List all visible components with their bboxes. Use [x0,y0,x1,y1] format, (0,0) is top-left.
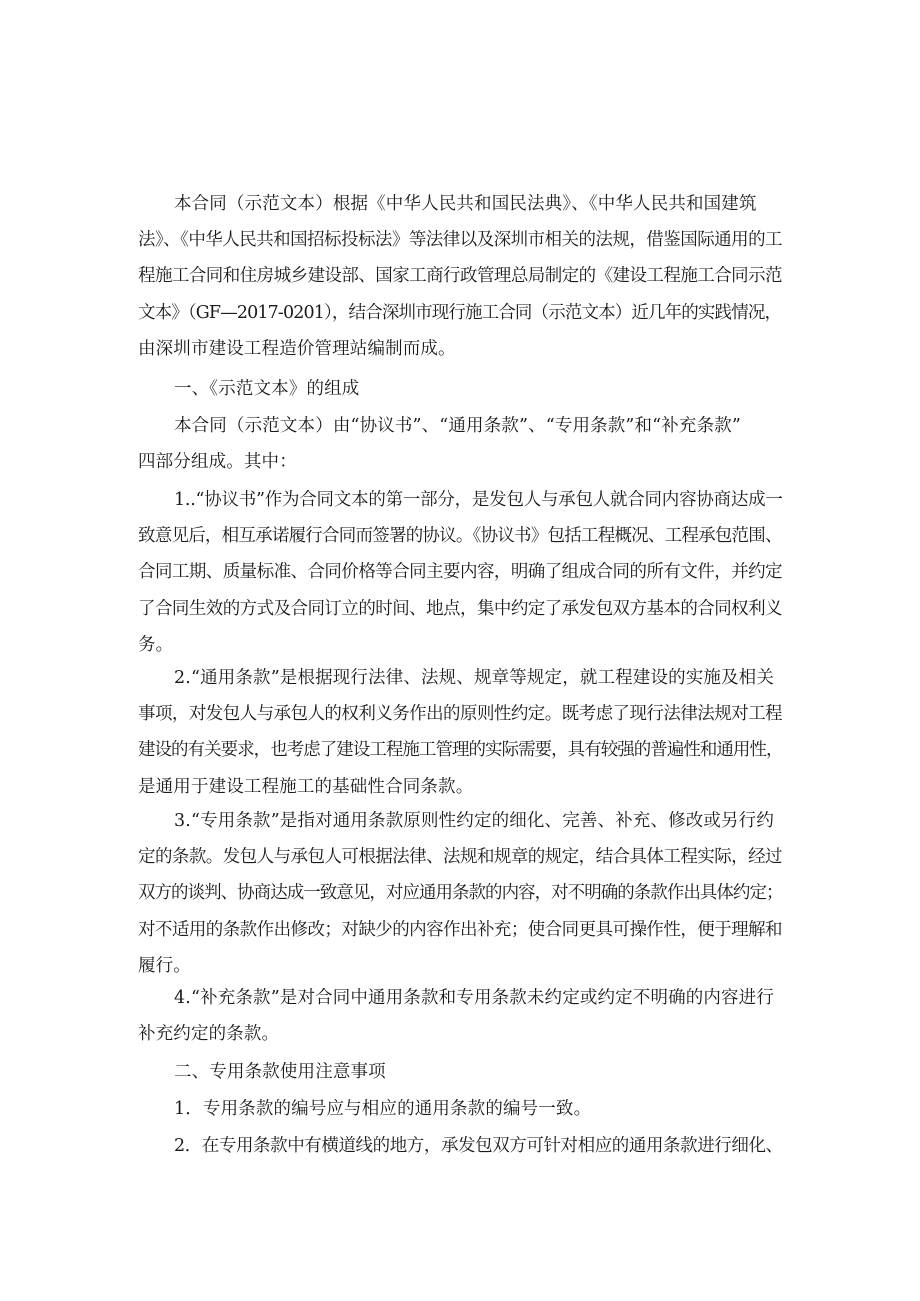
text-line: 本合同（示范文本）根据《中华人民共和国民法典》、《中华人民共和国建筑 [174,194,757,214]
paragraph-item-3 [138,803,788,984]
text-line: 程施工合同和住房城乡建设部、国家工商行政管理总局制定的《建设工程施工合同示范 [138,266,782,287]
text-line: 致意见后，相互承诺履行合同而签署的协议。《协议书》包括工程概况、工程承包范围、 [138,526,782,547]
text-line: 1..“协议书”作为合同文本的第一部分，是发包人与承包人就合同内容协商达成一 [174,490,783,510]
text-line: 法》、《中华人民共和国招标投标法》等法律以及深圳市相关的法规，借鉴国际通用的工 [138,230,782,251]
paragraph-item-1 [138,482,788,663]
text-line: 文本》（GF—2017-0201），结合深圳市现行施工合同（示范文本）近几年的实践情况， [138,302,782,323]
paragraph-note-1 [138,1091,788,1127]
heading-text: 一、《示范文本》的组成 [174,379,360,399]
text-line: 由深圳市建设工程造价管理站编制而成。 [138,338,456,359]
section-heading-composition [138,371,788,407]
text-line: 合同工期、质量标准、合同价格等合同主要内容，明确了组成合同的所有文件，并约定 [138,562,782,583]
heading-text: 二、专用条款使用注意事项 [174,1062,386,1082]
text-line: 四部分组成。其中： [138,452,297,473]
text-line: 对不适用的条款作出修改；对缺少的内容作出补充；使合同更具可操作性，便于理解和 [138,919,782,940]
text-line: 事项，对发包人与承包人的权利义务作出的原则性约定。既考虑了现行法律法规对工程 [138,704,782,725]
paragraph-intro [138,186,788,367]
text-line: 务。 [138,634,174,655]
text-line: 建设的有关要求，也考虑了建设工程施工管理的实际需要，具有较强的普遍性和通用性， [138,740,783,761]
text-line: 定的条款。发包人与承包人可根据法律、法规和规章的规定，结合具体工程实际，经过 [138,847,782,868]
text-line: 1．专用条款的编号应与相应的通用条款的编号一致。 [174,1099,592,1119]
text-line: 2．在专用条款中有横道线的地方，承发包双方可针对相应的通用条款进行细化、 [174,1136,783,1156]
paragraph-composition [138,408,788,480]
text-line: 双方的谈判、协商达成一致意见，对应通用条款的内容，对不明确的条款作出具体约定； [138,883,783,904]
text-line: 本合同（示范文本）由“协议书”、“通用条款”、“专用条款”和“补充条款” [174,416,741,436]
text-line: 是通用于建设工程施工的基础性合同条款。 [138,776,474,797]
text-line: 3.“专用条款”是指对通用条款原则性约定的细化、完善、补充、修改或另行约 [174,811,774,831]
paragraph-item-4 [138,980,788,1052]
text-line: 4.“补充条款”是对合同中通用条款和专用条款未约定或约定不明确的内容进行 [174,988,774,1008]
text-line: 了合同生效的方式及合同订立的时间、地点，集中约定了承发包双方基本的合同权利义 [138,598,782,619]
paragraph-note-2 [138,1128,788,1164]
text-line: 2.“通用条款”是根据现行法律、法规、规章等规定，就工程建设的实施及相关 [174,668,774,688]
text-line: 补充约定的条款。 [138,1024,280,1045]
text-line: 履行。 [138,955,191,976]
section-heading-notes [138,1054,788,1090]
paragraph-item-2 [138,660,788,805]
